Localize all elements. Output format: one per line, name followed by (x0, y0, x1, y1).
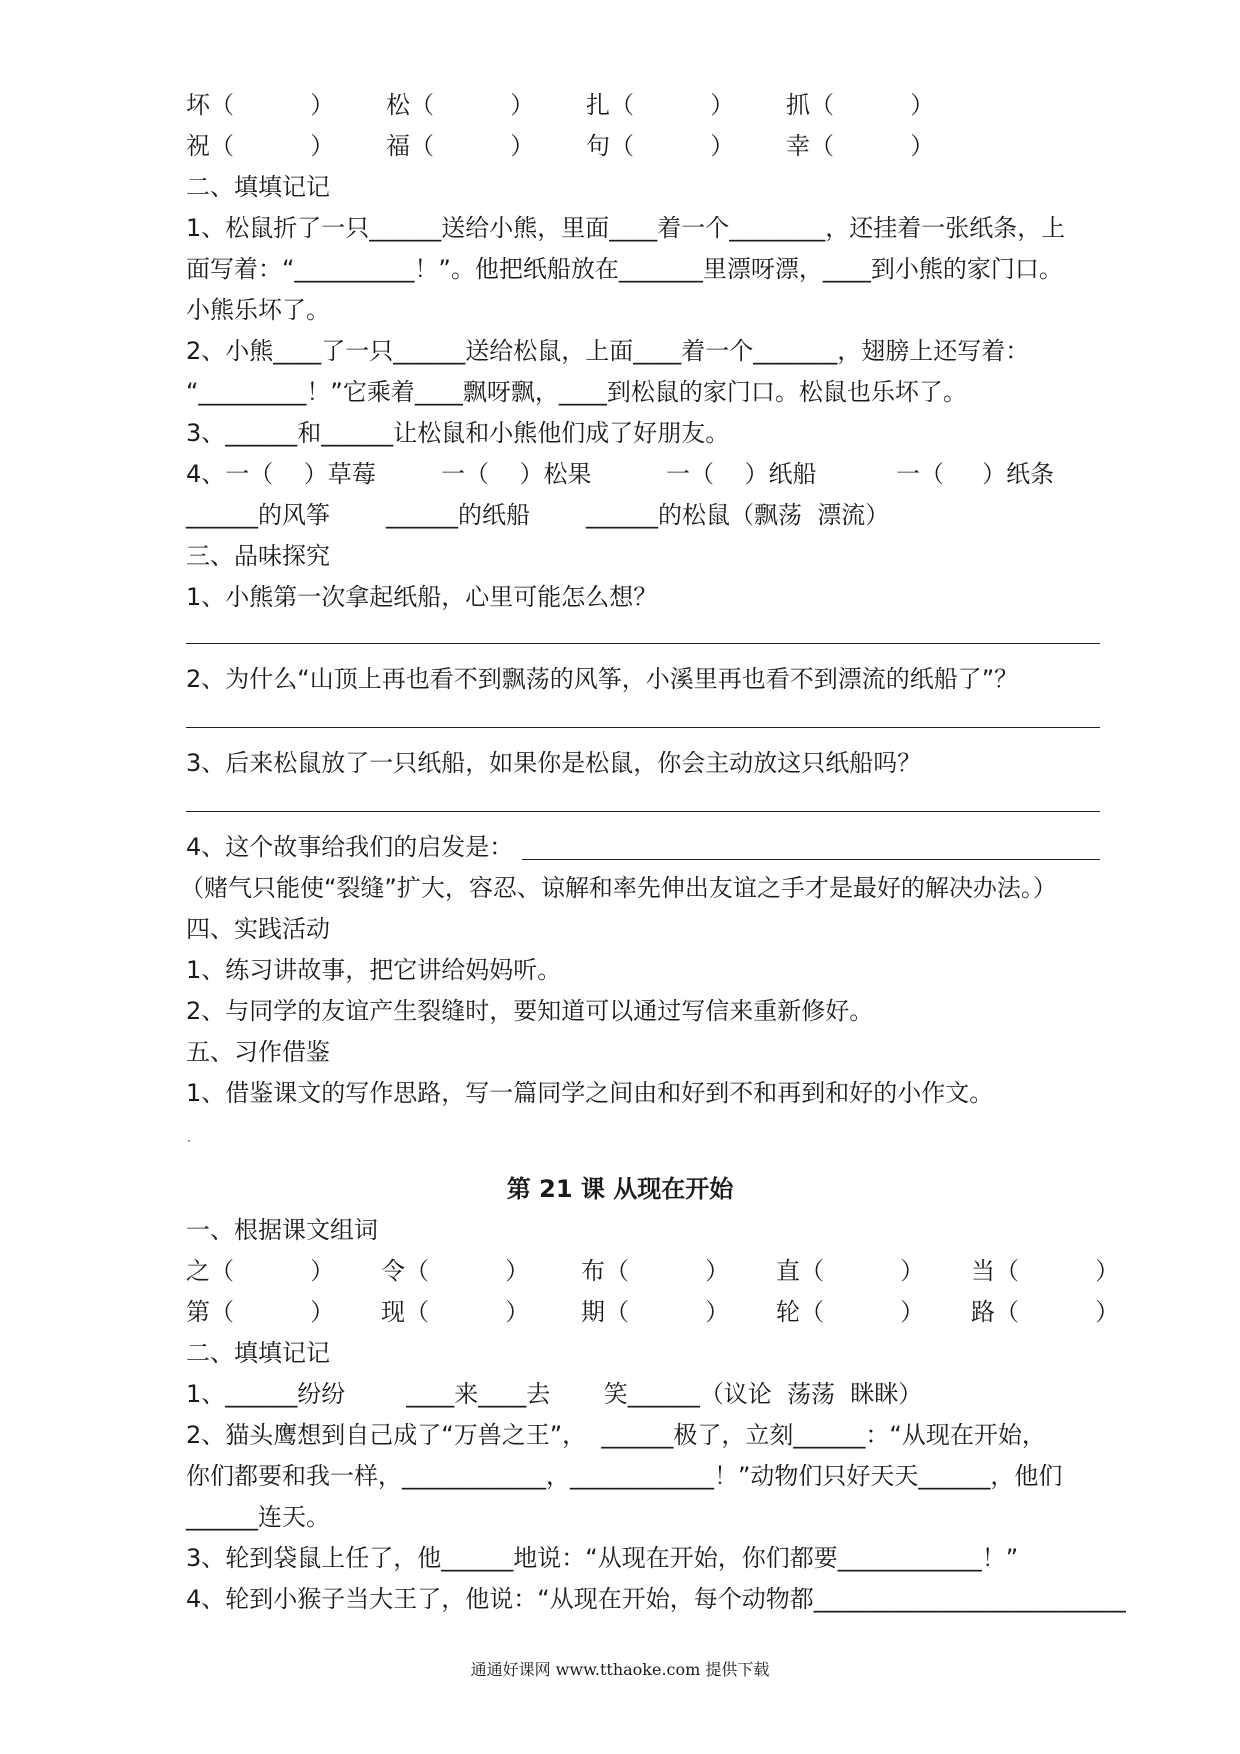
hint-note: （赌气只能使“裂缝”扩大，容忍、谅解和率先伸出友谊之手才是最好的解决办法。） (180, 874, 1057, 902)
char-cell: 轮（ ） (776, 1298, 925, 1326)
char-cell: 布（ ） (581, 1257, 730, 1285)
activity-item: 1、借鉴课文的写作思路，写一篇同学之间由和好到不和再到和好的小作文。 (186, 1079, 994, 1107)
question-line: 4、这个故事给我们的启发是： (186, 833, 514, 861)
char-cell: 祝（ ） (186, 132, 335, 160)
question-line: 2、小熊____了一只______送给松鼠，上面____着一个_______，翅膀上还写着： (186, 337, 1030, 365)
question-line: 1、松鼠折了一只______送给小熊，里面____着一个________，还挂着一张纸条，上 (186, 214, 1066, 242)
question-line: 3、后来松鼠放了一只纸船，如果你是松鼠，你会主动放这只纸船吗？ (186, 749, 922, 777)
question-line: 3、轮到袋鼠上任了，他______地说：“从现在开始，你们都要____________！” (186, 1544, 1019, 1572)
question-line: 小熊乐坏了。 (186, 296, 330, 324)
answer-line (522, 859, 1100, 860)
char-cell: 期（ ） (581, 1298, 730, 1326)
section-heading: 三、品味探究 (186, 542, 330, 570)
page-footer: 通通好课网 www.tthaoke.com 提供下载 (470, 1660, 770, 1679)
section-heading: 四、实践活动 (186, 915, 330, 943)
char-cell: 路（ ） (971, 1298, 1120, 1326)
question-line: 3、______和______让松鼠和小熊他们成了好朋友。 (186, 419, 730, 447)
char-cell: 幸（ ） (786, 132, 935, 160)
phrase-row (186, 500, 1126, 650)
section-heading: 二、填填记记 (186, 1339, 330, 1367)
char-cell: 直（ ） (776, 1257, 925, 1285)
measure-word-cell: 一（ ）纸船 (666, 460, 817, 488)
activity-item: 1、练习讲故事，把它讲给妈妈听。 (186, 956, 562, 984)
question-line: 你们都要和我一样，____________，____________！”动物们只好天天______，他们 (186, 1462, 1063, 1490)
section-heading: 一、根据课文组词 (186, 1216, 378, 1244)
phrase-cell: ______的纸船 (386, 501, 530, 529)
question-line: 1、小熊第一次拿起纸船，心里可能怎么想？ (186, 583, 658, 611)
lesson-title: 第 21 课 从现在开始 (506, 1175, 734, 1203)
answer-line (186, 811, 1100, 812)
char-cell: 福（ ） (386, 132, 535, 160)
char-cell: 松（ ） (386, 91, 535, 119)
char-cell: 之（ ） (186, 1257, 335, 1285)
char-cell: 抓（ ） (786, 91, 935, 119)
question-line: 2、猫头鹰想到自己成了“万兽之王”， ______极了，立刻______：“从现在开始， (186, 1421, 1046, 1449)
question-line: 1、______纷纷 ____来____去 笑______（议论 荡荡 眯眯） (186, 1380, 923, 1408)
char-cell: 当（ ） (971, 1257, 1120, 1285)
char-cell: 令（ ） (381, 1257, 530, 1285)
char-cell: 现（ ） (381, 1298, 530, 1326)
answer-line (186, 643, 1100, 644)
char-cell: 坏（ ） (186, 91, 335, 119)
section-heading: 五、习作借鉴 (186, 1038, 330, 1066)
measure-word-cell: 一（ ）纸条 (896, 460, 1055, 488)
activity-item: 2、与同学的友谊产生裂缝时，要知道可以通过写信来重新修好。 (186, 997, 874, 1025)
phrase-cell: ______的松鼠（飘荡 漂流） (586, 501, 890, 529)
char-cell: 第（ ） (186, 1298, 335, 1326)
char-cell: 句（ ） (586, 132, 735, 160)
question-line: 面写着：“__________！”。他把纸船放在_______里漂呀漂，____到小熊的家门口。 (186, 255, 1063, 283)
scan-speck (188, 1140, 190, 1142)
measure-word-cell: 一（ ）松果 (441, 460, 592, 488)
char-cell: 扎（ ） (586, 91, 735, 119)
measure-word-cell: 4、一（ ）草莓 (186, 460, 376, 488)
question-line: 2、为什么“山顶上再也看不到飘荡的风筝，小溪里再也看不到漂流的纸船了”？ (186, 665, 1019, 693)
answer-line (186, 727, 1100, 728)
phrase-cell: ______的风筝 (186, 501, 330, 529)
question-line: “_________！”它乘着____飘呀飘，____到松鼠的家门口。松鼠也乐坏了。 (186, 378, 967, 406)
question-line: 4、轮到小猴子当大王了，他说：“从现在开始，每个动物都__________________________ (186, 1585, 1126, 1613)
question-line: ______连天。 (186, 1503, 330, 1531)
section-heading: 二、填填记记 (186, 173, 330, 201)
